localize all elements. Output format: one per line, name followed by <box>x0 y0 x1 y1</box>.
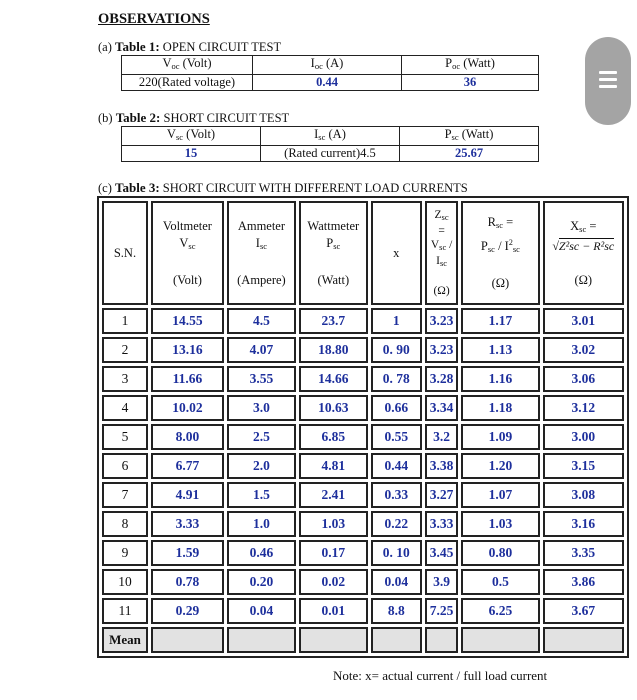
table2-header-voltage: $V_{sc}$ (Volt) <box>122 127 261 146</box>
table3-header-row <box>102 201 624 305</box>
cell-v: 0.29 <box>151 598 224 624</box>
table-row <box>102 424 624 450</box>
cell-v: 3.33 <box>151 511 224 537</box>
mean-cell <box>543 627 624 653</box>
cell-xsc: 3.67 <box>543 598 624 624</box>
cell-z: 3.23 <box>425 337 458 363</box>
cell-v: 1.59 <box>151 540 224 566</box>
mean-cell <box>151 627 224 653</box>
cell-i: 0.04 <box>227 598 296 624</box>
header-zsc: $Z_{sc}$ = $V_{sc}$ / $I_{sc}$ (Ω) <box>425 201 458 305</box>
mean-cell <box>461 627 539 653</box>
cell-v: 14.55 <box>151 308 224 334</box>
open-circuit-table <box>121 55 539 91</box>
cell-z: 3.27 <box>425 482 458 508</box>
cell-p: 10.63 <box>299 395 368 421</box>
cell-r: 1.03 <box>461 511 539 537</box>
cell-z: 3.23 <box>425 308 458 334</box>
cell-xsc: 3.02 <box>543 337 624 363</box>
cell-z: 3.28 <box>425 366 458 392</box>
table-row <box>102 598 624 624</box>
cell-i: 3.55 <box>227 366 296 392</box>
table1-header-power: $P_{oc}$ (Watt) <box>402 56 539 75</box>
cell-sn: 7 <box>102 482 148 508</box>
table2-title: SHORT CIRCUIT TEST <box>163 111 290 125</box>
table-row <box>102 540 624 566</box>
cell-p: 23.7 <box>299 308 368 334</box>
cell-p: 1.03 <box>299 511 368 537</box>
cell-sn: 4 <box>102 395 148 421</box>
cell-x: 0.44 <box>371 453 422 479</box>
table-row <box>102 395 624 421</box>
cell-v: 6.77 <box>151 453 224 479</box>
cell-x: 0. 90 <box>371 337 422 363</box>
cell-xsc: 3.35 <box>543 540 624 566</box>
cell-i: 4.07 <box>227 337 296 363</box>
cell-p: 4.81 <box>299 453 368 479</box>
mean-cell <box>371 627 422 653</box>
cell-r: 1.07 <box>461 482 539 508</box>
cell-i: 1.0 <box>227 511 296 537</box>
cell-p: 14.66 <box>299 366 368 392</box>
table2-header-power: $P_{sc}$ (Watt) <box>400 127 539 146</box>
cell-v: 0.78 <box>151 569 224 595</box>
scrollbar-handle[interactable] <box>585 37 631 125</box>
cell-sn: 8 <box>102 511 148 537</box>
cell-r: 6.25 <box>461 598 539 624</box>
table1-caption <box>98 39 281 55</box>
mean-cell <box>299 627 368 653</box>
table-row <box>102 337 624 363</box>
cell-r: 1.09 <box>461 424 539 450</box>
table3-title: SHORT CIRCUIT WITH DIFFERENT LOAD CURRENTS <box>162 181 468 195</box>
cell-x: 0.33 <box>371 482 422 508</box>
cell-xsc: 3.00 <box>543 424 624 450</box>
table3-label: Table 3: <box>115 180 160 195</box>
header-ammeter: Ammeter $I_{sc}$ (Ampere) <box>227 201 296 305</box>
cell-p: 0.17 <box>299 540 368 566</box>
cell-v: 10.02 <box>151 395 224 421</box>
cell-p: 0.02 <box>299 569 368 595</box>
cell-sn: 5 <box>102 424 148 450</box>
table2-current-value: (Rated current)4.5 <box>261 146 400 162</box>
cell-z: 7.25 <box>425 598 458 624</box>
cell-r: 1.18 <box>461 395 539 421</box>
table3-caption <box>98 180 468 196</box>
cell-x: 1 <box>371 308 422 334</box>
cell-x: 0.66 <box>371 395 422 421</box>
table1-power-value: 36 <box>402 75 539 91</box>
cell-i: 0.20 <box>227 569 296 595</box>
cell-v: 4.91 <box>151 482 224 508</box>
cell-xsc: 3.01 <box>543 308 624 334</box>
cell-x: 0.55 <box>371 424 422 450</box>
table1-header-voltage: $V_{oc}$ (Volt) <box>122 56 253 75</box>
cell-z: 3.9 <box>425 569 458 595</box>
cell-i: 4.5 <box>227 308 296 334</box>
table1-header-current: $I_{oc}$ (A) <box>253 56 402 75</box>
cell-sn: 3 <box>102 366 148 392</box>
cell-v: 11.66 <box>151 366 224 392</box>
cell-x: 0. 10 <box>371 540 422 566</box>
cell-sn: 6 <box>102 453 148 479</box>
cell-xsc: 3.86 <box>543 569 624 595</box>
header-wattmeter: Wattmeter $P_{sc}$ (Watt) <box>299 201 368 305</box>
cell-z: 3.38 <box>425 453 458 479</box>
cell-xsc: 3.12 <box>543 395 624 421</box>
cell-x: 0.22 <box>371 511 422 537</box>
cell-p: 18.80 <box>299 337 368 363</box>
cell-v: 13.16 <box>151 337 224 363</box>
cell-sn: 9 <box>102 540 148 566</box>
cell-z: 3.2 <box>425 424 458 450</box>
cell-sn: 1 <box>102 308 148 334</box>
cell-r: 1.13 <box>461 337 539 363</box>
cell-sn: 11 <box>102 598 148 624</box>
cell-sn: 2 <box>102 337 148 363</box>
cell-i: 3.0 <box>227 395 296 421</box>
cell-xsc: 3.08 <box>543 482 624 508</box>
table2-power-value: 25.67 <box>400 146 539 162</box>
table1-title: OPEN CIRCUIT TEST <box>162 40 282 54</box>
cell-xsc: 3.06 <box>543 366 624 392</box>
table-row <box>102 308 624 334</box>
table2-voltage-value: 15 <box>122 146 261 162</box>
cell-r: 0.5 <box>461 569 539 595</box>
table2-label: Table 2: <box>115 110 161 125</box>
cell-p: 6.85 <box>299 424 368 450</box>
cell-z: 3.33 <box>425 511 458 537</box>
cell-p: 0.01 <box>299 598 368 624</box>
table3-prefix: (c) <box>98 181 112 195</box>
cell-r: 1.20 <box>461 453 539 479</box>
load-currents-table <box>97 196 629 658</box>
cell-v: 8.00 <box>151 424 224 450</box>
cell-x: 0. 78 <box>371 366 422 392</box>
header-voltmeter: Voltmeter $V_{sc}$ (Volt) <box>151 201 224 305</box>
table-row <box>102 569 624 595</box>
table-row <box>102 453 624 479</box>
mean-cell <box>425 627 458 653</box>
cell-sn: 10 <box>102 569 148 595</box>
table1-prefix: (a) <box>98 40 112 54</box>
table2-header-current: $I_{sc}$ (A) <box>261 127 400 146</box>
short-circuit-table <box>121 126 539 162</box>
cell-i: 2.0 <box>227 453 296 479</box>
mean-cell <box>227 627 296 653</box>
footnote: Note: x= actual current / full load current <box>333 668 548 683</box>
cell-x: 0.04 <box>371 569 422 595</box>
header-x: x <box>371 201 422 305</box>
table-row <box>102 366 624 392</box>
table-row <box>102 511 624 537</box>
cell-xsc: 3.15 <box>543 453 624 479</box>
cell-xsc: 3.16 <box>543 511 624 537</box>
cell-z: 3.45 <box>425 540 458 566</box>
table1-current-value: 0.44 <box>253 75 402 91</box>
table1-label: Table 1: <box>115 39 160 54</box>
cell-i: 1.5 <box>227 482 296 508</box>
cell-i: 2.5 <box>227 424 296 450</box>
cell-r: 1.17 <box>461 308 539 334</box>
table-row <box>102 482 624 508</box>
page-heading: OBSERVATIONS <box>98 11 210 27</box>
cell-x: 8.8 <box>371 598 422 624</box>
cell-r: 0.80 <box>461 540 539 566</box>
header-rsc: $R_{sc}$ = $P_{sc} / I^2_{sc}$ (Ω) <box>461 201 539 305</box>
table1-voltage-value: 220(Rated voltage) <box>122 75 253 91</box>
cell-i: 0.46 <box>227 540 296 566</box>
header-sn: S.N. <box>102 201 148 305</box>
mean-label: Mean <box>102 627 148 653</box>
cell-z: 3.34 <box>425 395 458 421</box>
mean-row <box>102 627 624 653</box>
header-xsc: $X_{sc}$ = √Z²sc − R²sc (Ω) <box>543 201 624 305</box>
table2-caption <box>98 110 289 126</box>
table2-prefix: (b) <box>98 111 113 125</box>
cell-r: 1.16 <box>461 366 539 392</box>
cell-p: 2.41 <box>299 482 368 508</box>
